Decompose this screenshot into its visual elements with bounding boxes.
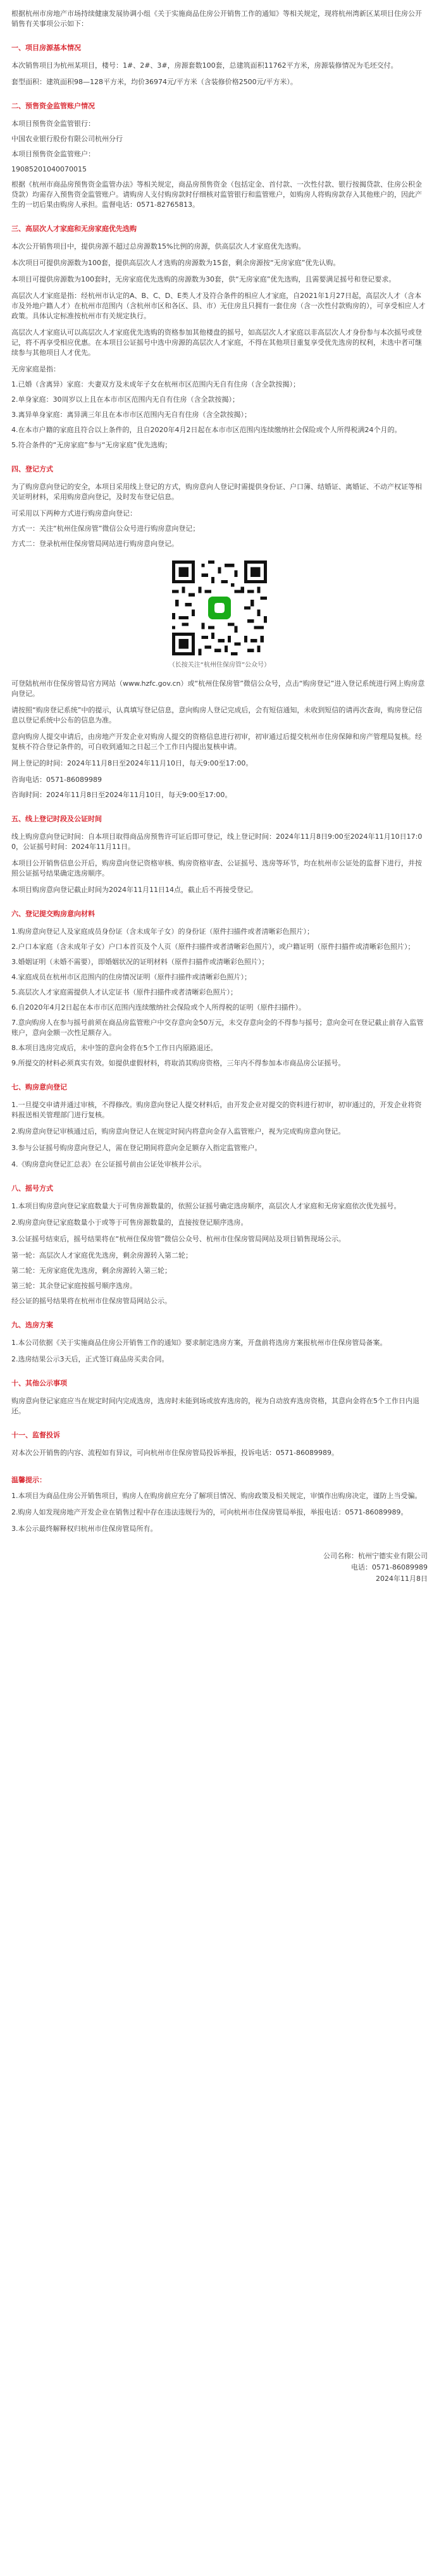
phone-label: 电话： [351, 1563, 373, 1571]
account-number: 19085201040070015 [11, 165, 87, 173]
round-1: 第一轮：高层次人才家庭优先选房，剩余房源转入第二轮； [11, 1251, 192, 1260]
section-11-line-1: 对本次公开销售的内容、流程如有异议，可向杭州市住保房管局投诉举报，投诉电话：0571-86089989。 [11, 1449, 338, 1457]
section-1-line-2: 套型面积：建筑面积98—128平方米，均价36974元/平方米（含装修价格2500元/平方米）。 [11, 78, 297, 86]
section-3-line-4: 高层次人才家庭是指：经杭州市认定的A、B、C、D、E类人才及符合条件的相应人才家庭，自2021年1月27日起，高层次人才（含本市及外地户籍人才）在杭州市范围内（含杭州市区和各区、县、市）无住房且只拥有一套住房（含一次性付款购房的），可享受相应人才政策。具体认定标准按杭州市有关规定执行。 [11, 292, 426, 320]
list-item: 3.参与公证摇号购房意向登记人，需在登记期间将意向金足额存入指定监管账户。 [11, 1144, 262, 1152]
company-label: 公司名称： [323, 1552, 358, 1560]
section-1-line-1: 本次销售项目为杭州某项目，楼号：1#、2#、3#，房源套数100套，总建筑面积11762平方米，房源装修情况为毛坯交付。 [11, 61, 398, 70]
supervision-note: 根据《杭州市商品房预售资金监管办法》等相关规定，商品房预售资金（包括定金、首付款、一次性付款、银行按揭贷款、住房公积金贷款）均需存入预售资金监管账户。请购房人支付购房款时仔细核对监管银行和监管账户，如购房人将购房款存入其他账户的，因此产生的一切后果由购房人承担。监督电话：0571-82765813。 [11, 180, 422, 209]
section-3-line-2: 本次项目可提供房源数为100套，提供高层次人才选购的房源数为15套，剩余房源按“无房家庭”优先认购。 [11, 259, 340, 267]
phone-number: 0571-86089989 [372, 1563, 428, 1571]
list-item: 2.单身家庭：30周岁以上且在本市市区范围内无自有住房（含全款按揭）； [11, 395, 239, 404]
section-8-line-2: 2.购房意向登记家庭数量小于或等于可售房源数量的，直接按登记顺序选房。 [11, 1218, 248, 1227]
list-item: 7.意向购房人在参与摇号前须在商品房监管账户中交存意向金50万元，未交存意向金的不得参与摇号；意向金可在登记截止前存入监管账户，意向金额一次性足额存入。 [11, 1019, 424, 1037]
section-4-line-4: 方式二：登录杭州住保房管局网站进行购房意向登记。 [11, 540, 178, 548]
section-11-title: 十一、监督投诉 [11, 1431, 60, 1439]
signature-block [11, 1551, 428, 1585]
tips-line-3: 3.本公示最终解释权归杭州市住保房管局所有。 [11, 1525, 158, 1533]
phone-line [11, 1562, 428, 1573]
section-8-line-3: 3.公证摇号结束后，摇号结果将在“杭州住保房管”微信公众号、杭州市住保房管局网站及项目销售现场公示。 [11, 1235, 345, 1243]
section-4-title: 四、登记方式 [11, 465, 53, 473]
section-3-line-5: 高层次人才家庭认可以高层次人才家庭优先选购的资格参加其他楼盘的摇号，如高层次人才家庭以非高层次人才身份参与本次摇号或登记，将不再享受相应优惠。在本项目公证摇号中选中房源的高层次人才家庭，不得在其他项目重复享受优先选房的权利，未选中者可继续参与其他项目人才优先。 [11, 328, 422, 357]
tips-line-1: 1.本项目为商品住房公开销售项目，购房人在购房前应充分了解项目情况、购房政策及相关规定，审慎作出购房决定，谨防上当受骗。 [11, 1492, 422, 1500]
list-item: 9.所提交的材料必须真实有效。如提供虚假材料，将取消其购房资格，三年内不得参加本市商品房公证摇号。 [11, 1059, 345, 1067]
bank-label: 本项目预售资金监管银行： [11, 120, 95, 128]
section-3-title: 三、高层次人才家庭和无房家庭优先选购 [11, 225, 137, 233]
list-item: 5.符合条件的“无房家庭”参与“无房家庭”优先选购； [11, 441, 172, 449]
list-item: 3.婚姻证明（未婚不需要），即婚姻状况的证明材料（原件扫描件或清晰彩色照片）； [11, 958, 269, 966]
list-item: 8.本项目选房完成后，未中签的意向金将在5个工作日内原路退还。 [11, 1044, 218, 1052]
section-5-line-1: 线上购房意向登记时间：自本项目取得商品房预售许可证后即可登记，线上登记时间：2024年11月8日9:00至2024年11月10日17:00，公证摇号时间：2024年11月11日。 [11, 833, 423, 851]
section-4-line-6: 请按照“购房登记系统”中的提示，认真填写登记信息，意向购房人登记完成后，会有短信通知，未收到短信的请再次查询，购房登记信息以登记系统中公布的信息为准。 [11, 706, 423, 724]
account-label: 本项目预售资金监管账户： [11, 150, 95, 158]
section-8-line-7: 经公证的摇号结果将在杭州市住保房管局网站公示。 [11, 1297, 171, 1305]
section-3-line-1: 本次公开销售项目中，提供房源不超过总房源数15%比例的房源，供高层次人才家庭优先选购。 [11, 242, 306, 251]
intro-paragraph: 根据杭州市房地产市场持续健康发展协调小组《关于实施商品住房公开销售工作的通知》等相关规定，现将杭州湾新区某项目住房公开销售有关事项公示如下： [11, 9, 422, 28]
section-1-title: 一、项目房源基本情况 [11, 44, 81, 52]
list-item: 6.自2020年4月2日起在本市市区范围内连续缴纳社会保险或个人所得税的证明（原件扫描件）。 [11, 1003, 306, 1012]
list-item: 2.购房意向登记审核通过后，购房意向登记人在规定时间内将意向金存入监管账户，视为完成购房意向登记。 [11, 1127, 345, 1136]
section-9-line-1: 1.本公司依据《关于实施商品住房公开销售工作的通知》要求制定选房方案，开盘前将选房方案报杭州市住保房管局备案。 [11, 1339, 387, 1347]
list-item: 1.一旦提交申请并通过审核，不得修改。购房意向登记人提交材料后，由开发企业对提交的资料进行初审，初审通过的，开发企业将资料报送相关管理部门进行复核。 [11, 1101, 422, 1119]
section-4-line-2: 可采用以下两种方式进行购房意向登记： [11, 509, 137, 517]
section-5-title: 五、线上登记时段及公证时间 [11, 815, 102, 823]
list-item: 4.在本市户籍的家庭且符合以上条件的，且自2020年4月2日起在本市市区范围内连续缴纳社会保险或个人所得税满24个月的。 [11, 426, 402, 434]
bank-name: 中国农业银行股份有限公司杭州分行 [11, 135, 123, 143]
section-8-line-1: 1.本项目购房意向登记家庭数量大于可售房源数量的，依照公证摇号确定选房顺序，高层次人才家庭和无房家庭依次优先摇号。 [11, 1202, 401, 1210]
section-10-line-1: 购房意向登记家庭应当在规定时间内完成选房，选房时未能到场或放弃选房的，视为自动放弃选房资格，其意向金将在5个工作日内退还。 [11, 1397, 419, 1415]
round-3: 第三轮：其余登记家庭按摇号顺序选房。 [11, 1282, 137, 1290]
qr-code-block [11, 560, 428, 669]
section-8-title: 八、摇号方式 [11, 1184, 53, 1192]
list-item: 2.户口本家庭（含未成年子女）户口本首页及个人页（原件扫描件或者清晰彩色照片），或户籍证明（原件扫描件或清晰彩色照片）； [11, 943, 415, 951]
list-item: 4.家庭成员在杭州市区范围内的住房情况证明（原件扫描件或清晰彩色照片）； [11, 973, 251, 981]
section-4-line-5: 可登陆杭州市住保房管局官方网站（www.hzfc.gov.cn）或“杭州住保房管”微信公众号，点击“购房登记”进入登记系统进行网上购房意向登记。 [11, 679, 425, 698]
list-item: 5.高层次人才家庭需提供人才认定证书（原件扫描件或者清晰彩色照片）； [11, 988, 237, 996]
section-2-title: 二、预售资金监管账户情况 [11, 102, 95, 110]
tips-line-2: 2.购房人如发现房地产开发企业在销售过程中存在违法违规行为的，可向杭州市住保房管局举报，举报电话：0571-86089989。 [11, 1508, 408, 1516]
qr-caption: （长按关注“杭州住保房管”公众号） [168, 662, 271, 669]
section-4-line-1: 为了购房意向登记的安全，本项目采用线上登记的方式，购房意向人登记时需提供身份证、户口簿、结婚证、离婚证、不动产权证等相关证明材料，采用购房意向登记，及时发布登记信息。 [11, 483, 422, 501]
qr-code-icon[interactable] [172, 560, 267, 655]
tips-title: 温馨提示： [11, 1476, 46, 1484]
list-item: 1.购房意向登记人及家庭成员身份证（含未成年子女）的身份证（原件扫描件或者清晰彩色照片）； [11, 927, 314, 936]
section-3-line-6: 无房家庭是指： [11, 365, 60, 373]
section-5-line-2: 本项目公开销售信息公开后，购房意向登记资格审核、购房资格审查、公证摇号、选房等环节，均在杭州市公证处的监督下进行，并按照公证摇号结果确定选房顺序。 [11, 859, 422, 877]
section-5-line-3: 本项目购房意向登记截止时间为2024年11月11日14点，截止后不再接受登记。 [11, 886, 257, 894]
consult-phone: 咨询电话：0571-86089989 [11, 776, 102, 784]
round-2: 第二轮：无房家庭优先选房，剩余房源转入第三轮； [11, 1266, 171, 1275]
list-item: 1.已婚（含离异）家庭：夫妻双方及未成年子女在杭州市区范围内无自有住房（含全款按揭）； [11, 380, 300, 388]
consult-time: 咨询时间：2024年11月8日至2024年11月10日，每天9:00至17:00。 [11, 791, 232, 799]
section-6-title: 六、登记提交购房意向材料 [11, 910, 95, 918]
section-3-line-3: 本项目可提供房源数为100套时，无房家庭优先选购的房源数为30套，供“无房家庭”优先选购，且需要满足摇号和登记要求。 [11, 275, 396, 283]
publish-date: 2024年11月8日 [376, 1575, 428, 1583]
list-item: 4.《购房意向登记汇总表》在公证摇号前由公证处审核并公示。 [11, 1160, 206, 1168]
section-9-line-2: 2.选房结果公示3天后，正式签订商品房买卖合同。 [11, 1355, 169, 1363]
section-10-title: 十、其他公示事项 [11, 1379, 67, 1387]
section-4-line-8: 网上登记的时间：2024年11月8日至2024年11月10日，每天9:00至17:00。 [11, 759, 253, 767]
section-9-title: 九、选房方案 [11, 1321, 53, 1329]
list-item: 3.离异单身家庭：离异满三年且在本市市区范围内无自有住房（含全款按揭）； [11, 411, 251, 419]
company-name: 杭州宁德实业有限公司 [358, 1552, 428, 1560]
section-7-title: 七、购房意向登记 [11, 1083, 67, 1091]
section-4-line-7: 意向购房人提交申请后，由房地产开发企业对购房人提交的资格信息进行初审，初审通过后提交杭州市住房保障和房产管理局复核。经复核不符合登记条件的，可自收到通知之日起三个工作日内提出复核申请。 [11, 733, 422, 751]
section-4-line-3: 方式一：关注“杭州住保房管”微信公众号进行购房意向登记； [11, 524, 200, 533]
company-line [11, 1551, 428, 1562]
